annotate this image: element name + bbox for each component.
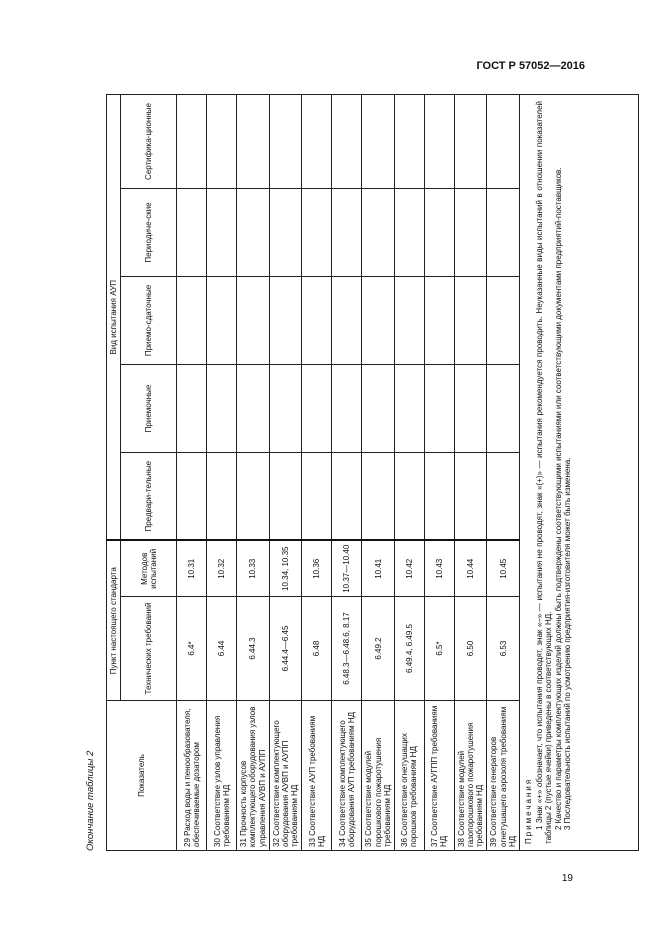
row-indicator-cell: 36 Соответствие огнетушащих порошков требованиям НД <box>394 701 424 851</box>
row-indicator-cell: 30 Соответствие узлов управления требованиям НД <box>207 701 237 851</box>
row-empty-test-cell <box>454 188 487 276</box>
table-caption: Окончание таблицы 2 <box>85 750 96 851</box>
row-empty-test-cell <box>237 94 270 188</box>
row-empty-test-cell <box>487 188 520 276</box>
row-empty-test-cell <box>487 452 520 540</box>
row-indicator-cell: 37 Соответствие АУГПП требованиям НД <box>424 701 454 851</box>
row-empty-test-cell <box>207 452 237 540</box>
row-empty-test-cell <box>332 452 362 540</box>
header-indicator: Показатель <box>107 701 177 851</box>
row-empty-test-cell <box>332 94 362 188</box>
table-row <box>177 94 207 850</box>
row-empty-test-cell <box>394 276 424 364</box>
row-empty-test-cell <box>332 188 362 276</box>
note-2: 2 Качество и параметры комплектующих изделий должны быть подтверждены соответствующими испытаниями или соответствующими документами предприятий-поставщиков. <box>553 167 563 830</box>
row-empty-test-cell <box>237 364 270 452</box>
row-empty-test-cell <box>394 94 424 188</box>
row-empty-test-cell <box>394 452 424 540</box>
row-empty-test-cell <box>237 276 270 364</box>
header-handover: Приемо-сдаточные <box>121 276 177 364</box>
rotated-table-area <box>85 95 572 851</box>
row-empty-test-cell <box>207 94 237 188</box>
row-empty-test-cell <box>269 364 302 452</box>
row-empty-test-cell <box>332 364 362 452</box>
row-empty-test-cell <box>302 94 332 188</box>
row-empty-test-cell <box>424 276 454 364</box>
header-standard-clause: Пункт настоящего стандарта <box>107 540 121 700</box>
row-indicator-cell: 31 Прочность корпусов комплектующего оборудования узлов управления АУВП и АУПП <box>237 701 270 851</box>
table-row <box>332 94 362 850</box>
row-tech-cell: 6.50 <box>454 597 487 701</box>
table-row <box>394 94 424 850</box>
row-indicator-cell: 35 Соответствие модулей порошкового пожаротушения требованиям НД <box>362 701 395 851</box>
row-empty-test-cell <box>269 188 302 276</box>
row-indicator-cell: 34 Соответствие комплектующего оборудования АУП требованиям НД <box>332 701 362 851</box>
row-empty-test-cell <box>269 276 302 364</box>
table-row <box>269 94 302 850</box>
row-indicator-cell: 32 Соответствие комплектующего оборудования АУВП и АУПП требованиям НД <box>269 701 302 851</box>
row-empty-test-cell <box>424 364 454 452</box>
table-row <box>424 94 454 850</box>
note-1: 1 Знак «+» обозначает, что испытания проводят, знак «–» — испытания не проводят, знак «(+)» — испытания рекомендуется проводить. Неуказанные виды испытаний в отношении показателей таблицы 2 (пустые ячейки) приведены в соответствующих НД. <box>535 100 554 844</box>
row-empty-test-cell <box>207 276 237 364</box>
row-methods-cell: 10.45 <box>487 540 520 596</box>
header-tech-requirements: Технических требований <box>121 597 177 701</box>
note-3: 3 Последовательность испытаний по усмотрению предприятия-изготовителя может быть изменена. <box>562 457 572 830</box>
row-empty-test-cell <box>454 452 487 540</box>
row-methods-cell: 10.33 <box>237 540 270 596</box>
row-empty-test-cell <box>424 452 454 540</box>
row-empty-test-cell <box>454 276 487 364</box>
row-tech-cell: 6.44.3 <box>237 597 270 701</box>
row-empty-test-cell <box>454 364 487 452</box>
row-tech-cell: 6.4* <box>177 597 207 701</box>
header-preliminary: Предвари-тельные <box>121 452 177 540</box>
table-row <box>302 94 332 850</box>
row-empty-test-cell <box>177 188 207 276</box>
row-empty-test-cell <box>302 276 332 364</box>
row-empty-test-cell <box>362 364 395 452</box>
row-empty-test-cell <box>177 364 207 452</box>
row-empty-test-cell <box>362 452 395 540</box>
row-empty-test-cell <box>424 94 454 188</box>
row-tech-cell: 6.5* <box>424 597 454 701</box>
row-tech-cell: 6.53 <box>487 597 520 701</box>
header-tests-group: Вид испытания АУП <box>107 94 121 540</box>
header-acceptance: Приемочные <box>121 364 177 452</box>
row-empty-test-cell <box>302 452 332 540</box>
row-empty-test-cell <box>302 188 332 276</box>
row-empty-test-cell <box>177 94 207 188</box>
row-empty-test-cell <box>207 188 237 276</box>
row-empty-test-cell <box>362 188 395 276</box>
document-code: ГОСТ Р 57052—2016 <box>476 60 585 72</box>
table-row <box>454 94 487 850</box>
row-empty-test-cell <box>237 452 270 540</box>
row-methods-cell: 10.41 <box>362 540 395 596</box>
table-notes <box>520 94 639 850</box>
header-certification: Сертифика-ционные <box>121 94 177 188</box>
row-empty-test-cell <box>487 276 520 364</box>
row-empty-test-cell <box>362 94 395 188</box>
row-empty-test-cell <box>362 276 395 364</box>
row-methods-cell: 10.36 <box>302 540 332 596</box>
row-methods-cell: 10.31 <box>177 540 207 596</box>
row-tech-cell: 6.48.3—6.48.6, 8.17 <box>332 597 362 701</box>
row-empty-test-cell <box>269 452 302 540</box>
row-tech-cell: 6.49.4, 6.49.5 <box>394 597 424 701</box>
row-empty-test-cell <box>207 364 237 452</box>
row-indicator-cell: 38 Соответствие модулей газопорошкового пожаротушения требованиям НД <box>454 701 487 851</box>
row-methods-cell: 10.43 <box>424 540 454 596</box>
page-number: 19 <box>561 873 573 884</box>
table-row <box>237 94 270 850</box>
row-empty-test-cell <box>394 364 424 452</box>
row-empty-test-cell <box>177 276 207 364</box>
header-periodic: Периодиче-ские <box>121 188 177 276</box>
row-tech-cell: 6.48 <box>302 597 332 701</box>
row-empty-test-cell <box>424 188 454 276</box>
header-test-methods: Методов испытаний <box>121 540 177 596</box>
row-methods-cell: 10.32 <box>207 540 237 596</box>
row-indicator-cell: 33 Соответствие АУП требованиям НД <box>302 701 332 851</box>
row-tech-cell: 6.49.2 <box>362 597 395 701</box>
row-methods-cell: 10.37—10.40 <box>332 540 362 596</box>
row-empty-test-cell <box>332 276 362 364</box>
row-indicator-cell: 39 Соответствие генераторов огнетушащего аэрозоля требованиям НД <box>487 701 520 851</box>
row-methods-cell: 10.44 <box>454 540 487 596</box>
row-empty-test-cell <box>237 188 270 276</box>
row-tech-cell: 6.44.4—6.45 <box>269 597 302 701</box>
notes-title: Примечания <box>524 777 533 844</box>
row-empty-test-cell <box>454 94 487 188</box>
row-empty-test-cell <box>394 188 424 276</box>
table-row <box>487 94 520 850</box>
row-empty-test-cell <box>269 94 302 188</box>
table-row <box>362 94 395 850</box>
row-methods-cell: 10.34, 10.35 <box>269 540 302 596</box>
row-empty-test-cell <box>177 452 207 540</box>
row-empty-test-cell <box>487 94 520 188</box>
row-methods-cell: 10.42 <box>394 540 424 596</box>
table-row <box>207 94 237 850</box>
row-indicator-cell: 29 Расход воды и пенообразователя, обеспечиваемые дозатором <box>177 701 207 851</box>
row-tech-cell: 6.44 <box>207 597 237 701</box>
row-empty-test-cell <box>302 364 332 452</box>
table-2-continuation <box>106 94 639 851</box>
row-empty-test-cell <box>487 364 520 452</box>
